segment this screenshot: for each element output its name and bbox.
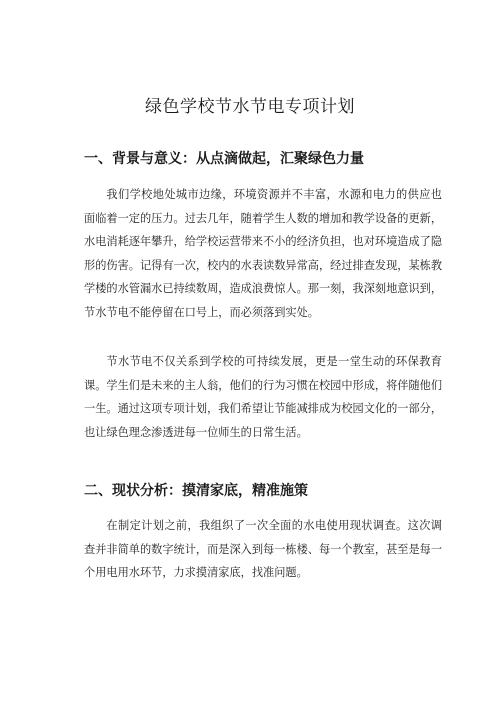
paragraph-background-1: 我们学校地处城市边缘，环境资源并不丰富，水源和电力的供应也面临着一定的压力。过去几年，随着学生人数的增加和教学设备的更新，水电消耗逐年攀升，给学校运营带来不小的经济负担，也对环境造成了隐形的伤害。记得有一次，校内的水表读数异常高，经过排查发现，某栋教学楼的水管漏水已持续数周，造成浪费惊人。那一刻，我深刻地意识到，节水节电不能停留在口号上，而必须落到实处。 bbox=[84, 188, 443, 319]
section-heading-status: 二、现状分析：摸清家底，精准施策 bbox=[84, 483, 308, 499]
document-title: 绿色学校节水节电专项计划 bbox=[145, 97, 355, 117]
section-heading-background: 一、背景与意义：从点滴做起，汇聚绿色力量 bbox=[84, 151, 364, 167]
paragraph-background-2: 节水节电不仅关系到学校的可持续发展，更是一堂生动的环保教育课。学生们是未来的主人翁，他们的行为习惯在校园中形成，将伴随他们一生。通过这项专项计划，我们希望让节能减排成为校园文化的一部分，也让绿色理念渗透进每一位师生的日常生活。 bbox=[84, 355, 443, 439]
paragraph-status-1: 在制定计划之前，我组织了一次全面的水电使用现状调查。这次调查并非简单的数字统计，而是深入到每一栋楼、每一个教室，甚至是每一个用电用水环节，力求摸清家底，找准问题。 bbox=[84, 519, 443, 580]
